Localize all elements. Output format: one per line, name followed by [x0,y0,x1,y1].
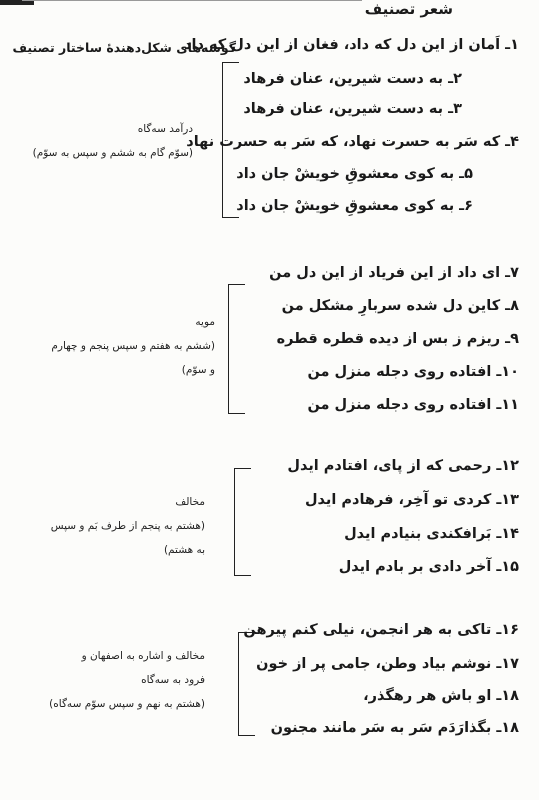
group-label-moyeh [51,310,215,382]
verse-line: ۱۴ـ بَرافکندی بنیادم ایدل [344,526,519,542]
verse-line: ۳ـ به دست شیرین، عنان فرهاد [243,101,462,117]
verse-line: ۱۰ـ افتاده روی دجله منزل من [307,364,519,380]
verse-line: ۱۱ـ افتاده روی دجله منزل من [307,397,519,413]
group-bracket [238,632,255,736]
group-label-line: (هشتم به پنجم از طرف بَم و سپس [50,520,205,532]
verse-line: ۲ـ به دست شیرین، عنان فرهاد [243,71,462,87]
group-label-line: (ششم به هفتم و سپس پنجم و چهارم [51,340,215,352]
verse-line: ۸ـ کاین دل شده سربارِ مشکل من [281,298,519,314]
group-label-line: مخالف [175,496,205,508]
top-rule [22,0,362,1]
verse-line: ۵ـ به کوی معشوقِ خویشْ جان داد [236,166,473,182]
group-label-line: فرود به سه‌گاه [141,674,205,686]
group-label-line: مخالف و اشاره به اصفهان و [81,650,205,662]
verse-line: ۱۵ـ آخر دادی بر بادم ایدل [338,559,519,575]
group-bracket [228,284,245,414]
verse-line: ۶ـ به کوی معشوقِ خویشْ جان داد [236,198,473,214]
page-title: شعر تصنیف [364,0,453,18]
verse-line: ۱۸ـ بگذارَدَم سَر به سَر مانند مجنون [270,720,519,736]
group-label-line: به هشتم) [163,544,205,556]
group-label-line: و سوّم) [181,364,215,376]
group-label-line: (هشتم به نهم و سپس سوّم سه‌گاه) [49,698,205,710]
group-label-mokhalef [51,490,205,562]
verse-line: ۱۷ـ نوشم بیاد وطن، جامی پر از خون [256,656,519,672]
verse-line: ۴ـ که سَر به حسرت نهاد، که سَر به حسرت نهاد [186,134,519,150]
verse-line: ۹ـ ریزم ز بس از دیده قطره قطره [276,331,519,347]
verse-line: ۱۲ـ رحمی که از پای، افتادم ایدل [287,458,519,474]
verse-line: ۱۸ـ او باش هر رهگذر، [363,688,519,704]
verse-line: ۱ـ اَمان از این دل که داد، فغان از این دل که داد [184,37,519,53]
group-label-line: مویه [195,316,215,328]
verse-line: ۱۶ـ تاکی به هر انجمن، نیلی کنم پیرهن [243,622,519,638]
verse-line: ۷ـ ای داد از این فریاد از این دل من [269,265,519,281]
group-label-mokhalef-isfahan [49,644,205,716]
group-label-line: درآمد سه‌گاه [137,123,193,135]
group-label-daramad [33,117,193,165]
group-label-line: (سوّم گام به ششم و سپس به سوّم) [32,147,193,159]
column-header: گوشه‌های شکل‌دهندهٔ ساختار تصنیف [12,40,236,55]
verse-line: ۱۳ـ کردی تو آخِر، فرهادم ایدل [304,492,519,508]
group-bracket [234,468,251,576]
